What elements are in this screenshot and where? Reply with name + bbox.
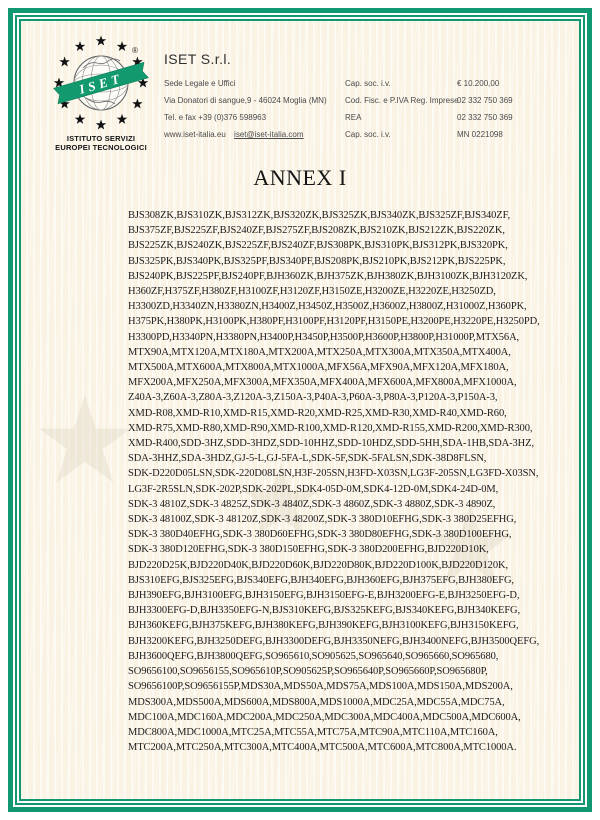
info-value: MN 0221098 xyxy=(457,130,503,139)
code-line: BJH3600QEFG,BJH3800QEFG,SO965610,SO905625,SO965640,SO965660,SO965680, xyxy=(128,650,499,662)
code-line: BJS325PK,BJS340PK,BJS325PF,BJS340PF,BJS208PK,BJS210PK,BJS212PK,BJS225PK, xyxy=(128,255,506,267)
code-line: SDK-D220D05LSN,SDK-220D08LSN,H3F-205SN,H3FD-X03SN,LG3F-205SN,LG3FD-X03SN, xyxy=(128,468,539,480)
code-line: H3300ZD,H3340ZN,H3380ZN,H3400Z,H3450Z,H3500Z,H3600Z,H3800Z,H31000Z,H360PK, xyxy=(128,301,527,313)
code-line: H360ZF,H375ZF,H380ZF,H3100ZF,H3120ZF,H3150ZE,H3200ZE,H3220ZE,H3250ZD, xyxy=(128,286,496,298)
code-line: BJS375ZF,BJS225ZF,BJS240ZF,BJS275ZF,BJS208ZK,BJS210ZK,BJS212ZK,BJS220ZK, xyxy=(128,225,505,237)
email-link[interactable]: iset@iset-italia.com xyxy=(234,130,304,139)
code-line: LG3F-2R5SLN,SDK-202P,SDK-202PL,SDK4-05D-0M,SDK4-12D-0M,SDK4-24D-0M, xyxy=(128,483,499,495)
code-line: BJS225ZK,BJS240ZK,BJS225ZF,BJS240ZF,BJS308PK,BJS310PK,BJS312PK,BJS320PK, xyxy=(128,240,508,252)
logo-caption xyxy=(45,134,157,152)
code-line: SDA-3HHZ,SDA-3HDZ,GJ-5-L,GJ-5FA-L,SDK-5F,SDK-5FALSN,SDK-38D8FLSN, xyxy=(128,453,487,465)
company-logo xyxy=(45,35,157,152)
code-line: BJH3200KEFG,BJH3250DEFG,BJH3300DEFG,BJH3350NEFG,BJH3400NEFG,BJH3500QEFG, xyxy=(128,635,540,647)
code-line: MFX200A,MFX250A,MFX300A,MFX350A,MFX400A,MFX600A,MFX800A,MFX1000A, xyxy=(128,377,517,389)
iset-globe-logo-icon xyxy=(46,35,156,131)
logo-caption-line2: EUROPEI TECNOLOGICI xyxy=(55,143,147,152)
code-line: SDK-3 380D120EFHG,SDK-3 380D150EFHG,SDK-3 380D200EFHG,BJD220D10K, xyxy=(128,544,489,556)
info-value: 02 332 750 369 xyxy=(457,113,513,122)
code-line: BJD220D25K,BJD220D40K,BJD220D60K,BJD220D80K,BJD220D100K,BJD220D120K, xyxy=(128,559,508,571)
info-value: 02 332 750 369 xyxy=(457,96,513,105)
star-watermark-icon: ★ xyxy=(421,484,520,607)
code-line: XMD-R75,XMD-R80,XMD-R90,XMD-R100,XMD-R120,XMD-R155,XMD-R200,XMD-R300, xyxy=(128,422,533,434)
code-line: SDK-3 4810Z,SDK-3 4825Z,SDK-3 4840Z,SDK-3 4860Z,SDK-3 4880Z,SDK-3 4890Z, xyxy=(128,498,496,510)
info-left: Sede Legale e Uffici xyxy=(164,79,236,88)
code-line: MDC100A,MDC160A,MDC200A,MDC250A,MDC300A,MDC400A,MDC500A,MDC600A, xyxy=(128,711,521,723)
code-line: H375PK,H380PK,H3100PK,H380PF,H3100PF,H3120PF,H3150PE,H3200PE,H3220PE,H3250PD, xyxy=(128,316,540,328)
info-label: Cod. Fisc. e P.IVA Reg. Imprese xyxy=(345,96,459,105)
letterhead-page xyxy=(21,21,579,799)
annex-title: ANNEX I xyxy=(253,165,347,190)
code-line: BJS240PK,BJS225PF,BJS240PF,BJH360ZK,BJH375ZK,BJH380ZK,BJH3100ZK,BJH3120ZK, xyxy=(128,270,528,282)
code-line: BJH390EFG,BJH3100EFG,BJH3150EFG,BJH3150EFG-E,BJH3200EFG-E,BJH3250EFG-D, xyxy=(128,590,520,602)
code-line: SDK-3 48100Z,SDK-3 48120Z,SDK-3 48200Z,SDK-3 380D10EFHG,SDK-3 380D25EFHG, xyxy=(128,514,517,526)
website-text: www.iset-italia.eu xyxy=(164,130,226,139)
code-line: BJH3300EFG-D,BJH3350EFG-N,BJS310KEFG,BJS325KEFG,BJS340KEFG,BJH340KEFG, xyxy=(128,605,521,617)
code-line: MDS300A,MDS500A,MDS600A,MDS800A,MDS1000A,MDC25A,MDC55A,MDC75A, xyxy=(128,696,505,708)
code-line: SO9656100P,SO9656155P,MDS30A,MDS50A,MDS75A,MDS100A,MDS150A,MDS200A, xyxy=(128,681,513,693)
star-watermark-icon: ★ xyxy=(31,374,139,508)
company-info-grid xyxy=(164,79,564,147)
info-label: REA xyxy=(345,113,362,122)
logo-ribbon-text: ISET xyxy=(77,70,125,97)
code-line: BJH360KEFG,BJH375KEFG,BJH380KEFG,BJH390KEFG,BJH3100KEFG,BJH3150KEFG, xyxy=(128,620,519,632)
info-label: Cap. soc. i.v. xyxy=(345,130,391,139)
code-line: BJS310EFG,BJS325EFG,BJS340EFG,BJH340EFG,BJH360EFG,BJH375EFG,BJH380EFG, xyxy=(128,574,514,586)
info-value: € 10.200,00 xyxy=(457,79,500,88)
code-line: XMD-R400,SDD-3HZ,SDD-3HDZ,SDD-10HHZ,SDD-10HDZ,SDD-5HH,SDA-1HB,SDA-3HZ, xyxy=(128,438,534,450)
logo-caption-line1: ISTITUTO SERVIZI xyxy=(66,134,136,143)
code-line: XMD-R08,XMD-R10,XMD-R15,XMD-R20,XMD-R25,XMD-R30,XMD-R40,XMD-R60, xyxy=(128,407,507,419)
code-line: MTX500A,MTX600A,MTX800A,MTX1000A,MFX56A,MFX90A,MFX120A,MFX180A, xyxy=(128,362,509,374)
product-code-list xyxy=(128,208,540,755)
star-watermark-icon: ★ xyxy=(236,445,326,557)
code-line: MTX90A,MTX120A,MTX180A,MTX200A,MTX250A,MTX300A,MTX350A,MTX400A, xyxy=(128,346,511,358)
code-line: MTC200A,MTC250A,MTC300A,MTC400A,MTC500A,MTC600A,MTC800A,MTC1000A. xyxy=(128,742,517,754)
code-line: BJS308ZK,BJS310ZK,BJS312ZK,BJS320ZK,BJS325ZK,BJS340ZK,BJS325ZF,BJS340ZF, xyxy=(128,210,511,221)
info-left: Tel. e fax +39 (0)376 598963 xyxy=(164,113,267,122)
code-line: H3300PD,H3340PN,H3380PN,H3400P,H3450P,H3500P,H3600P,H3800P,H31000P,MTX56A, xyxy=(128,331,520,343)
info-label: Cap. soc. i.v. xyxy=(345,79,391,88)
code-line: SDK-3 380D40EFHG,SDK-3 380D60EFHG,SDK-3 380D80EFHG,SDK-3 380D100EFHG, xyxy=(128,529,512,541)
registered-trademark-icon: ® xyxy=(132,46,138,55)
code-line: MDC800A,MDC1000A,MTC25A,MTC55A,MTC75A,MTC90A,MTC110A,MTC160A, xyxy=(128,726,498,738)
info-left xyxy=(164,130,345,139)
code-line: Z40A-3,Z60A-3,Z80A-3,Z120A-3,Z150A-3,P40A-3,P60A-3,P80A-3,P120A-3,P150A-3, xyxy=(128,392,498,404)
code-line: SO9656100,SO9656155,SO965610P,SO905625P,SO965640P,SO965660P,SO965680P, xyxy=(128,666,488,678)
info-left: Via Donatori di sangue,9 - 46024 Moglia (MN) xyxy=(164,96,327,105)
company-name: ISET S.r.l. xyxy=(164,51,232,67)
